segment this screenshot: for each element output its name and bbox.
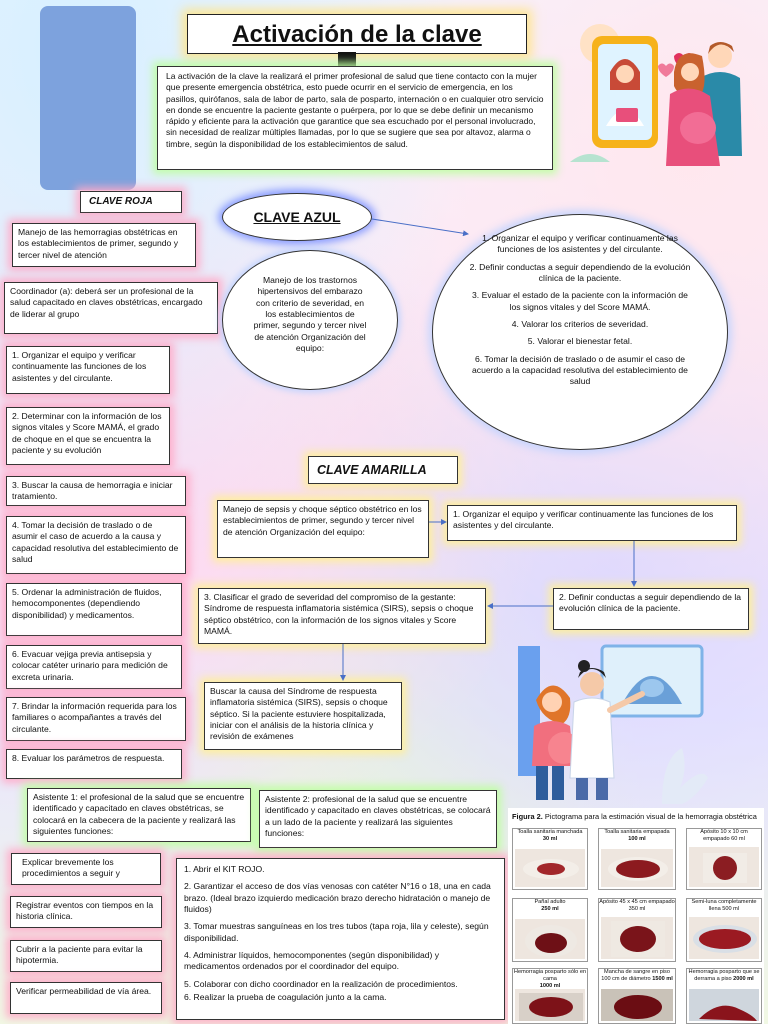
azul-step-5: 5. Valorar el bienestar fetal.: [527, 336, 633, 347]
clave-azul-steps: [432, 214, 728, 450]
roja-manejo-box: Manejo de las hemorragias obstétricas en los establecimientos de primer, segundo y tercer nivel de atención: [12, 223, 196, 267]
azul-step-3: 3. Evaluar el estado de la paciente con la información de los signos vitales y del Score MAMÁ.: [472, 290, 688, 312]
roja-coordinador-box: Coordinador (a): deberá ser un profesional de la salud capacitado en claves obstétricas, encargado de liderar al grupo: [4, 282, 218, 334]
pictogram-cell: Semi-luna completamente llena 500 ml: [686, 898, 762, 962]
asistente-1-task-2: Registrar eventos con tiempos en la historia clínica.: [10, 896, 162, 928]
pictogram-cell: Toalla sanitaria manchada 30 ml: [512, 828, 588, 890]
roja-step-5: 5. Ordenar la administración de fluidos, hemocomponentes (dependiendo disponibilidad) y medicamentos.: [6, 583, 182, 636]
stained-pad-image: [515, 849, 585, 887]
asistente-1-task-1: Explicar brevemente los procedimientos a seguir y: [11, 853, 161, 885]
asistente-1-box: Asistente 1: el profesional de la salud que se encuentre identificado y capacitado en claves obstétricas, se colocará en la cabecera de la paciente y realizará las siguientes funciones:: [27, 788, 251, 842]
amarilla-step-4: Buscar la causa del Síndrome de respuesta inflamatoria sistémica (SIRS), sepsis o choque séptico. Si la paciente estuviere hospitalizada, iniciar con el análisis de la historia clínica y revisión de exámenes: [204, 682, 402, 750]
asistente-2-box: Asistente 2: profesional de la salud que se encuentre identificado y capacitado en claves obstétricas, se colocará a un lado de la paciente y realizará las siguientes funciones:: [259, 790, 497, 848]
telemedicine-illustration: [570, 16, 750, 172]
asistente-1-task-4: Verificar permeabilidad de vía área.: [10, 982, 162, 1014]
amarilla-step-2: 2. Definir conductas a seguir dependiendo de la evolución clínica de la paciente.: [553, 588, 749, 630]
azul-step-4: 4. Valorar los criterios de severidad.: [511, 319, 649, 330]
pictogram-cell: Hemorragia posparto que se derrama a piso 2000 ml: [686, 968, 762, 1024]
doctor-patient-icon: [512, 638, 712, 804]
asistente-2-tasks-box: [176, 858, 505, 1020]
clave-roja-heading: CLAVE ROJA: [80, 191, 182, 213]
amarilla-step-1: 1. Organizar el equipo y verificar continuamente las funciones de los asistentes y del circulante.: [447, 505, 737, 541]
kidney-basin-image: [689, 917, 759, 959]
clave-amarilla-heading: CLAVE AMARILLA: [308, 456, 458, 484]
roja-step-7: 7. Brindar la información requerida para los familiares o acompañantes a través del circulante.: [6, 697, 186, 741]
large-gauze-image: [601, 917, 673, 959]
asistente-2-task: 5. Colaborar con dicho coordinador en la realización de procedimientos.: [184, 978, 458, 989]
roja-step-8: 8. Evaluar los parámetros de respuesta.: [6, 749, 182, 779]
roja-step-3: 3. Buscar la causa de hemorragia e iniciar tratamiento.: [6, 476, 186, 506]
arrow-azul-to-steps: [372, 219, 468, 234]
asistente-2-task: 1. Abrir el KIT ROJO.: [184, 864, 265, 874]
hemorrhage-pictogram-figure: [508, 808, 764, 1024]
figure-caption: Figura 2. Pictograma para la estimación visual de la hemorragia obstétrica: [512, 812, 757, 821]
pictogram-cell: Pañal adulto 250 ml: [512, 898, 588, 962]
azul-step-2: 2. Definir conductas a seguir dependiendo de la evolución clínica de la paciente.: [469, 261, 691, 284]
clave-azul-manejo: Manejo de los trastornos hipertensivos del embarazo con criterio de severidad, en los establecimientos de primer, segundo y tercer nivel de atención Organización del equipo:: [222, 250, 398, 390]
roja-step-1: 1. Organizar el equipo y verificar continuamente las funciones de los asistentes y del circulante.: [6, 346, 170, 394]
pictogram-cell: Hemorragia posparto sólo en cama 1000 ml: [512, 968, 588, 1024]
bed-hemorrhage-image: [515, 989, 585, 1021]
roja-step-6: 6. Evacuar vejiga previa antisepsia y colocar catéter urinario para medición de excreta urinaria.: [6, 645, 182, 689]
asistente-2-task: 4. Administrar líquidos, hemocomponentes (según disponibilidad) y medicamentos ordenados por el coordinador del equipo.: [184, 950, 440, 972]
floor-spill-image: [689, 989, 759, 1021]
floor-stain-image: [601, 989, 673, 1021]
soaked-pad-image: [601, 849, 673, 887]
asistente-2-task: 2. Garantizar el acceso de dos vías venosas con catéter N°16 o 18, una en cada brazo. (Ideal brazo izquierdo medicación brazo derecho hidratación o manejo de fluidos): [184, 881, 491, 915]
decorative-blue-panel: [40, 6, 136, 190]
asistente-2-task: 3. Tomar muestras sanguíneas en los tres tubos (tapa roja, lila y celeste), según disponibilidad.: [184, 921, 489, 943]
adult-diaper-image: [515, 919, 585, 959]
asistente-2-task-list: [184, 864, 497, 1003]
pictogram-cell: Apósito 45 x 45 cm empapado 350 ml: [598, 898, 676, 962]
azul-step-1: 1. Organizar el equipo y verificar continuamente las funciones de los asistentes y del circulante.: [482, 233, 678, 255]
amarilla-manejo-box: Manejo de sepsis y choque séptico obstétrico en los establecimientos de primer, segundo y tercer nivel de atención Organización del equipo:: [217, 500, 429, 558]
azul-step-6: 6. Tomar la decisión de traslado o de asumir el caso de acuerdo a la capacidad resolutiva del establecimiento de salud: [472, 353, 688, 387]
intro-paragraph: La activación de la clave la realizará el primer profesional de salud que tiene contacto con la mujer que presente emergencia obstétrica, esto puede ocurrir en el servicio de emergencia, en los pasillos, quirófanos, sala de labor de parto, sala de posparto, internación o en cualquier otro servicio en donde se encuentre la paciente gestante o puérpera, por lo que se debe definir un mecanismo rápido y eficiente para la activación que garantice que sea escuchado por el personal involucrado, sin necesidad de realizar múltiples llamadas, por lo que se sugiere que sea por altavoz, alarma o timbre, según la disponibilidad de los establecimientos de salud.: [157, 66, 553, 170]
pictogram-cell: Toalla sanitaria empapada 100 ml: [598, 828, 676, 890]
doctor-patient-illustration: [512, 638, 712, 804]
amarilla-step-3: 3. Clasificar el grado de severidad del compromiso de la gestante: Síndrome de respuesta inflamatoria sistémica (SIRS), sepsis o choque séptico obstétrico, con la información de los signos vitales y Score MAMÁ.: [198, 588, 486, 644]
asistente-1-task-3: Cubrir a la paciente para evitar la hipotermia.: [10, 940, 162, 972]
roja-step-2: 2. Determinar con la información de los signos vitales y Score MAMÁ, el grado de choque en el que se encuentra la paciente y su evolución: [6, 407, 170, 465]
roja-step-4: 4. Tomar la decisión de traslado o de asumir el caso de acuerdo a la causa y capacidad resolutiva del establecimiento de salud: [6, 516, 186, 574]
soaked-gauze-image: [689, 847, 759, 887]
asistente-2-task: 6. Realizar la prueba de coagulación junto a la cama.: [184, 992, 387, 1003]
clave-azul-heading: CLAVE AZUL: [222, 193, 372, 241]
page-title: Activación de la clave: [187, 14, 527, 54]
pictogram-cell: Apósito 10 x 10 cm empapado 60 ml: [686, 828, 762, 890]
pictogram-cell: Mancha de sangre en piso 100 cm de diámetro 1500 ml: [598, 968, 676, 1024]
telemedicine-icon: [570, 16, 750, 172]
